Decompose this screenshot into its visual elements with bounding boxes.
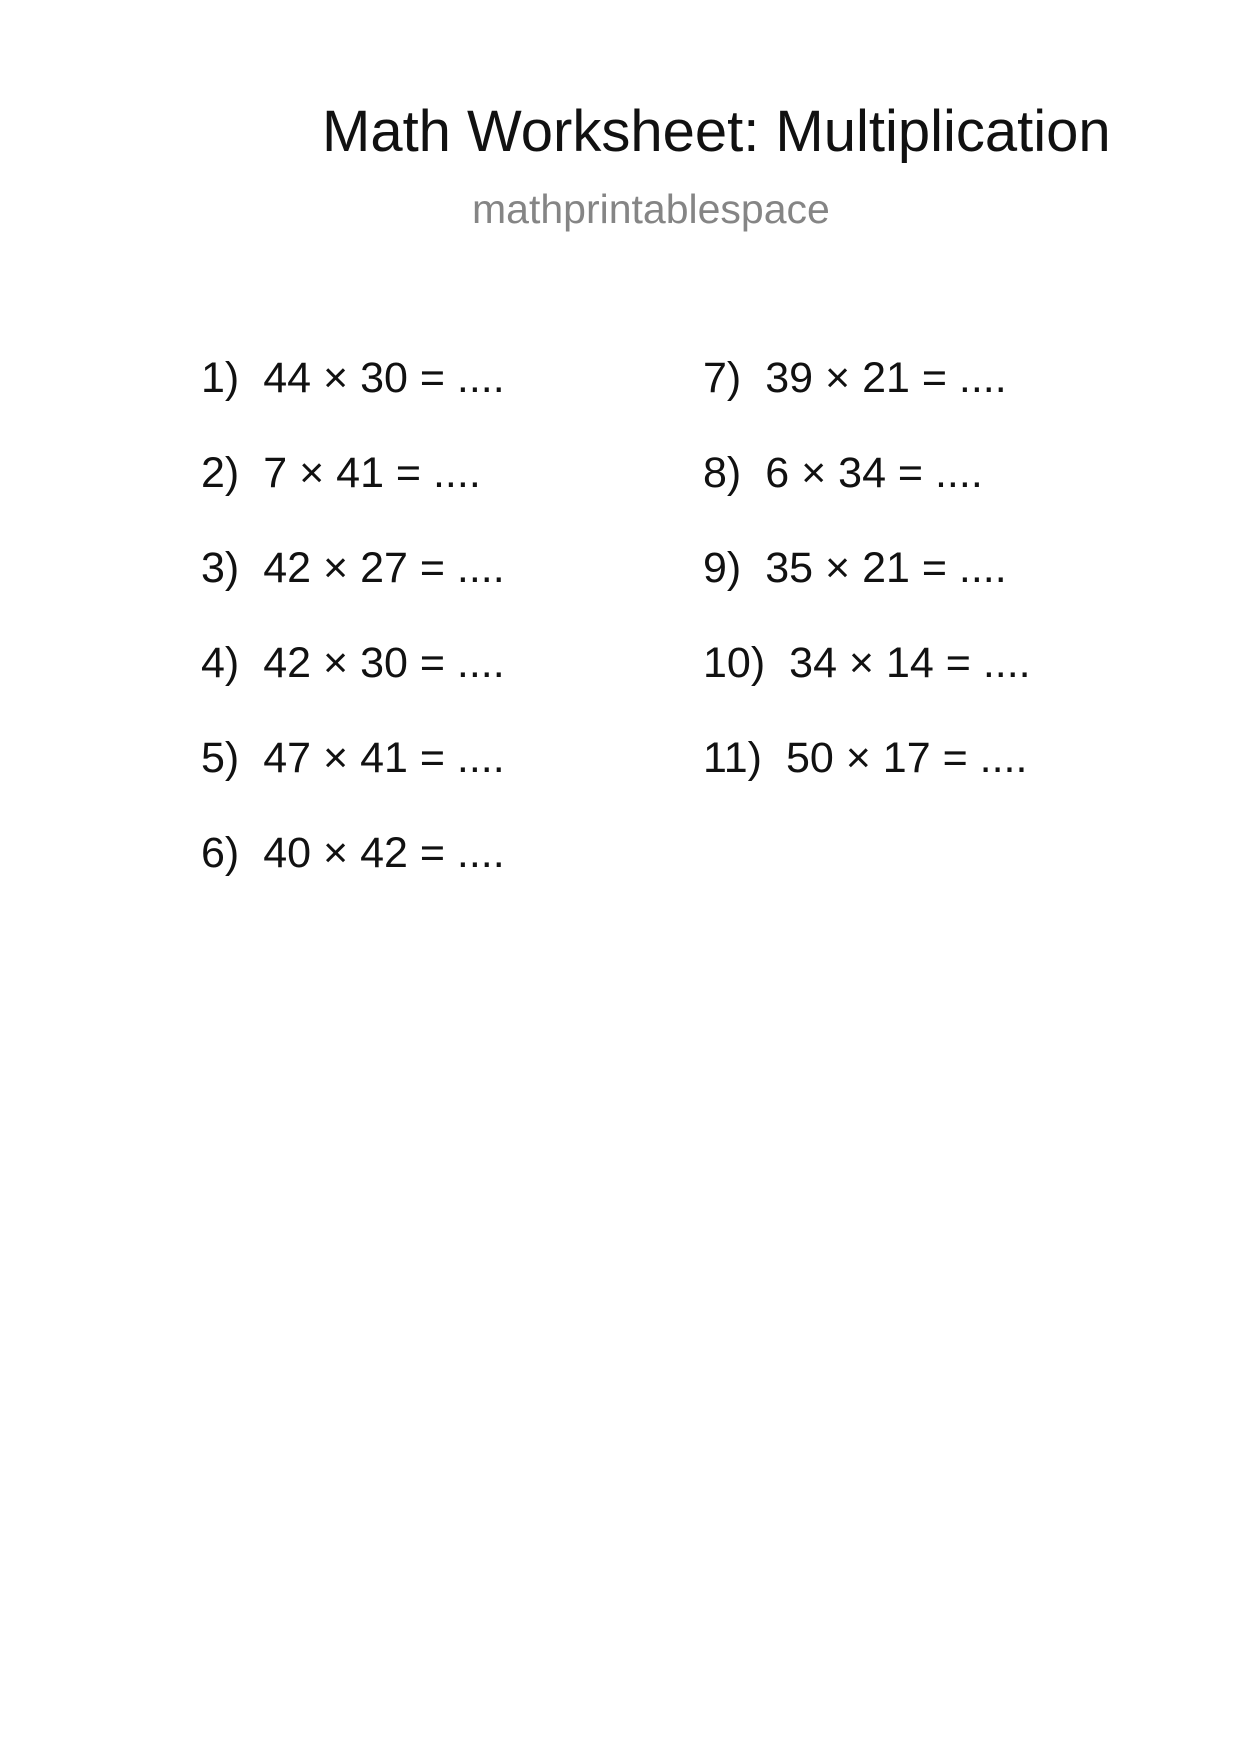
problem-8 [703,448,1031,543]
problem-number: 6) [201,829,240,877]
problem-number: 2) [201,449,240,497]
problem-2 [201,448,505,543]
problem-expression: 44 × 30 = .... [263,354,505,402]
problem-9 [703,543,1031,638]
problem-3 [201,543,505,638]
problem-number: 10) [703,639,766,687]
problem-expression: 35 × 21 = .... [765,544,1007,592]
problem-number: 1) [201,354,240,402]
worksheet-source: mathprintablespace [472,186,830,232]
problem-number: 5) [201,734,240,782]
problem-expression: 34 × 14 = .... [789,639,1031,687]
problem-number: 8) [703,449,742,497]
problem-number: 7) [703,354,742,402]
problem-expression: 47 × 41 = .... [263,734,505,782]
problem-1 [201,353,505,448]
worksheet-title: Math Worksheet: Multiplication [322,99,1111,164]
problem-4 [201,638,505,733]
problem-number: 11) [703,734,762,782]
problem-expression: 7 × 41 = .... [263,449,481,497]
problem-6 [201,828,505,923]
problem-7 [703,353,1031,448]
problem-expression: 42 × 27 = .... [263,544,505,592]
problem-expression: 50 × 17 = .... [785,734,1028,782]
problem-expression: 39 × 21 = .... [765,354,1007,402]
problem-number: 3) [201,544,240,592]
problem-number: 9) [703,544,742,592]
problem-column-left [201,353,505,923]
problem-10 [703,638,1031,733]
problem-column-right [703,353,1031,828]
problem-5 [201,733,505,828]
problem-expression: 42 × 30 = .... [263,639,505,687]
problem-expression: 40 × 42 = .... [263,829,505,877]
problem-11 [703,733,1031,828]
problem-expression: 6 × 34 = .... [765,449,983,497]
problem-number: 4) [201,639,240,687]
